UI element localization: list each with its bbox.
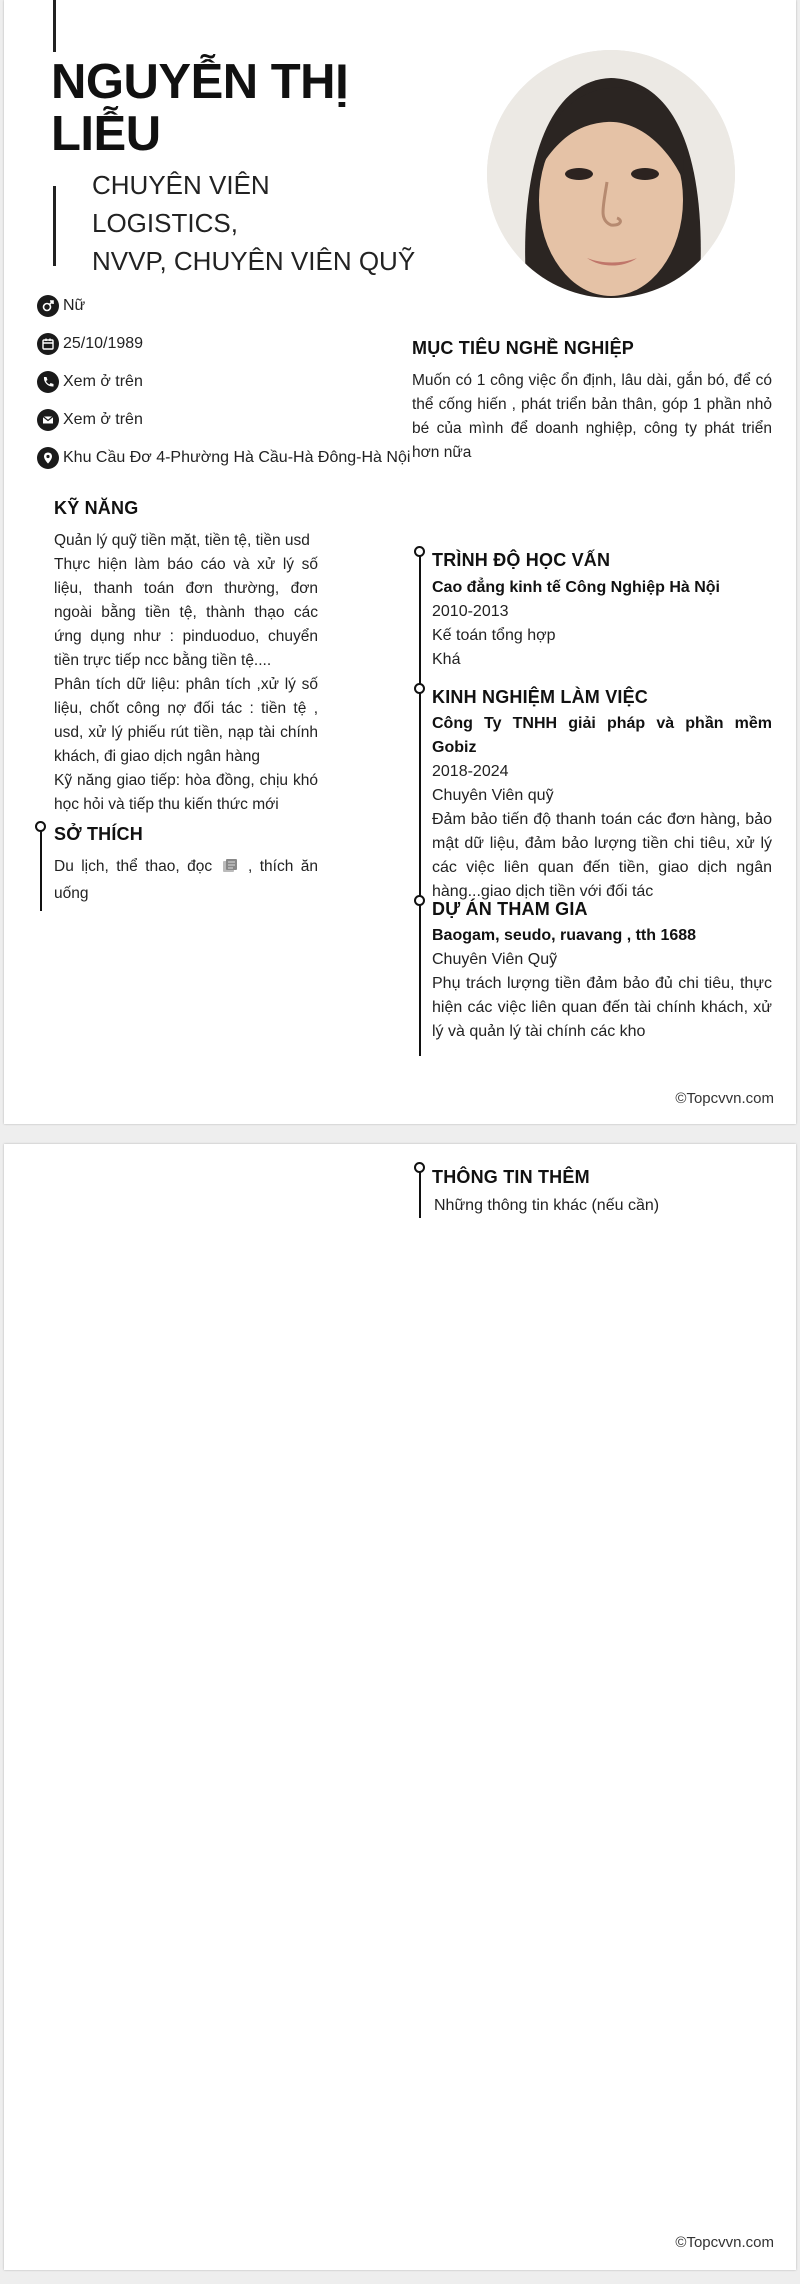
contact-phone — [37, 369, 143, 395]
gender-icon — [37, 295, 59, 317]
contact-phone-text: Xem ở trên — [63, 373, 143, 390]
hobbies-text-after: , thích ăn uống — [54, 858, 318, 902]
education-period: 2010-2013 — [432, 603, 509, 620]
education-entry — [432, 576, 772, 672]
footer-brand: ©Topcvvn.com — [675, 2234, 774, 2251]
right-timeline-line — [419, 556, 421, 1056]
skill-item: Thực hiện làm báo cáo và xử lý số liệu, thanh toán đơn thường, đơn ngoài bằng tiền tệ, thành thạo các ứng dụng như : pinduoduo, chuyển tiền trực tiếp ncc bằng tiền tệ.... — [54, 556, 318, 669]
email-icon — [37, 409, 59, 431]
skills-list — [54, 529, 318, 817]
experience-timeline-dot — [414, 683, 425, 694]
hobbies-text-before: Du lịch, thể thao, đọc — [54, 858, 213, 875]
header-accent-line-top — [53, 0, 56, 52]
education-grade: Khá — [432, 651, 461, 668]
candidate-job-title: CHUYÊN VIÊN LOGISTICS, NVVP, CHUYÊN VIÊN QUỸ — [92, 170, 416, 276]
cv-page-2 — [4, 1144, 796, 2270]
skill-item: Kỹ năng giao tiếp: hòa đồng, chịu khó học hỏi và tiếp thu kiến thức mới — [54, 772, 318, 813]
projects-entry — [432, 924, 772, 1044]
location-icon — [37, 447, 59, 469]
hobbies-text — [54, 855, 318, 906]
objective-title: MỤC TIÊU NGHỀ NGHIỆP — [412, 338, 635, 358]
project-name: Baogam, seudo, ruavang , tth 1688 — [432, 927, 697, 944]
project-description: Phụ trách lượng tiền đảm bảo đủ chi tiêu, thực hiện các việc liên quan đến tài chính khách, xử lý và quản lý tài chính các kho — [432, 975, 772, 1040]
experience-description: Đảm bảo tiến độ thanh toán các đơn hàng, bảo mật dữ liệu, đảm bảo lượng tiền chi tiêu, xử lý các việc liên quan đến tiền, giao dịch ngân hàng...giao dịch tiền với đối tác — [432, 811, 772, 900]
extra-text: Những thông tin khác (nếu cần) — [434, 1197, 660, 1214]
contact-address — [37, 445, 410, 471]
skills-title: KỸ NĂNG — [54, 498, 139, 518]
contact-email — [37, 407, 143, 433]
education-title: TRÌNH ĐỘ HỌC VẤN — [432, 550, 611, 570]
calendar-icon — [37, 333, 59, 355]
profile-photo — [487, 50, 735, 298]
hobbies-timeline-line — [40, 831, 42, 911]
experience-company: Công Ty TNHH giải pháp và phần mềm Gobiz — [432, 715, 772, 756]
phone-icon — [37, 371, 59, 393]
footer-brand: ©Topcvvn.com — [675, 1090, 774, 1107]
contact-birthday — [37, 331, 143, 357]
experience-period: 2018-2024 — [432, 763, 509, 780]
skill-item: Quản lý quỹ tiền mặt, tiền tệ, tiền usd — [54, 532, 310, 549]
education-major: Kế toán tổng hợp — [432, 627, 556, 644]
experience-position: Chuyên Viên quỹ — [432, 787, 554, 804]
cv-page-1 — [4, 0, 796, 1124]
projects-timeline-dot — [414, 895, 425, 906]
extra-timeline-line — [419, 1172, 421, 1218]
hobbies-title: SỞ THÍCH — [54, 824, 143, 844]
header-accent-line-bottom — [53, 186, 56, 266]
project-role: Chuyên Viên Quỹ — [432, 951, 558, 968]
experience-entry — [432, 712, 772, 904]
contact-address-text: Khu Cầu Đơ 4-Phường Hà Cầu-Hà Đông-Hà Nội — [63, 449, 411, 466]
education-school: Cao đẳng kinh tế Công Nghiệp Hà Nội — [432, 579, 720, 596]
extra-title: THÔNG TIN THÊM — [432, 1167, 590, 1187]
objective-text: Muốn có 1 công việc ổn định, lâu dài, gắn bó, để có thể cống hiến , phát triển bản thân, góp 1 phần nhỏ bé của mình để doanh nghiệp, công ty phát triển hơn nữa — [412, 372, 772, 461]
contact-birthday-text: 25/10/1989 — [63, 335, 144, 352]
book-icon — [222, 858, 239, 882]
contact-gender — [37, 293, 85, 319]
projects-title: DỰ ÁN THAM GIA — [432, 899, 588, 919]
candidate-name: NGUYỄN THỊ LIỄU — [51, 55, 349, 161]
experience-title: KINH NGHIỆM LÀM VIỆC — [432, 687, 649, 707]
contact-gender-text: Nữ — [63, 297, 86, 314]
contact-email-text: Xem ở trên — [63, 411, 143, 428]
skill-item: Phân tích dữ liệu: phân tích ,xử lý số liệu, chốt công nợ đối tác : tiền tệ , usd, xử lý phiếu rút tiền, nạp tài chính khách, đi giao dịch ngân hàng — [54, 676, 318, 765]
